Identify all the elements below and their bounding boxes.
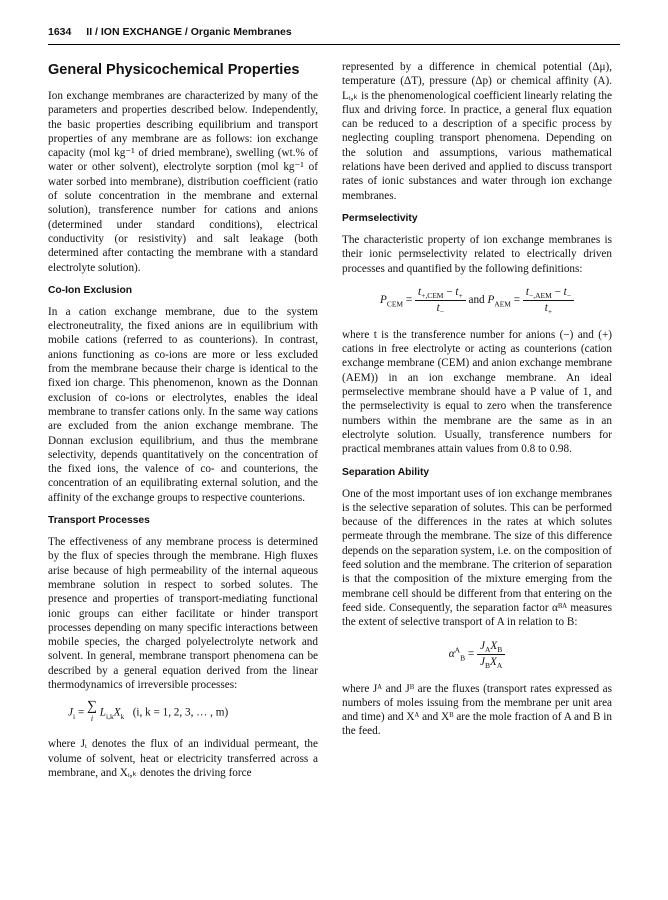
- transport-paragraph: The effectiveness of any membrane process is determined by the flux of species through the membrane. High fluxes arise because of high permeability of the internal aqueous membrane solution in respect to sorbed solutes. The presence and properties of transport-mediating functional ionic groups can either facilitate or hinder transport processes depending on many specific interactions between mobile species, the charged polyelectrolyte network and solvent. In general, membrane transport phenomena can be described by a general equation derived from the linear thermodynamics of irreversible processes:: [48, 536, 318, 691]
- permselectivity-equation: $P_{CEM}$ = $\frac{t_{+,CEM} - t_+}{t_-}$ and $P_{AEM}$ = $\frac{t_{-,AEM} - t_-}{t_+}$: [342, 285, 612, 316]
- flux-equation: $J_i$ = ∑ i $L_{i,k}X_k$ (i, k = 1, 2, 3, … , m): [68, 699, 229, 724]
- heading-co-ion-exclusion: Co-Ion Exclusion: [48, 284, 133, 296]
- header-rule: [48, 44, 620, 45]
- running-header: [48, 26, 620, 44]
- separation-factor-fraction: $\frac{J_AX_B}{J_BX_A}$: [477, 639, 505, 670]
- heading-transport-processes: Transport Processes: [48, 515, 150, 527]
- page-number: 1634: [48, 26, 72, 38]
- heading-separation-ability: Separation Ability: [342, 466, 430, 478]
- section-title: General Physicochemical Properties: [48, 62, 300, 78]
- summation-symbol: ∑ i: [86, 699, 97, 724]
- flux-equation-indices: (i, k = 1, 2, 3, … , m): [132, 706, 229, 719]
- flux-definition-paragraph: where Jᵢ denotes the flux of an individual permeant, the volume of solvent, heat or electricity transferred across a membrane, and Xᵢ,ₖ denotes the driving force: [48, 738, 318, 779]
- running-title: II / ION EXCHANGE / Organic Membranes: [86, 26, 292, 38]
- transference-paragraph: where t is the transference number for anions (−) and (+) cations in free electrolyte or acting as counterions (cation exchange membrane (CEM) and anion exchange membrane (AEM)) in an ion exchange membrane. An ideal permselective membrane should have a P value of 1, and the permselectivity is equal to zero when the transference numbers within the membrane are the same as in an electrolyte solution. Usually, transference numbers for practical membranes attain values from 0.8 to 0.98.: [342, 328, 612, 456]
- right-column: [342, 60, 612, 748]
- permselectivity-paragraph: The characteristic property of ion exchange membranes is their ionic permselectivity related to electrically driven processes and quantified by the following definitions:: [342, 233, 612, 275]
- flux-fraction-paragraph: where Jᴬ and Jᴮ are the fluxes (transport rates expressed as numbers of moles issuing from the membrane per unit area and time) and Xᴬ and Xᴮ are the mole fraction of A and B in the feed.: [342, 682, 612, 738]
- separation-factor-equation: $\alpha^A_B$ = $\frac{J_AX_B}{J_BX_A}$: [342, 639, 612, 670]
- equation-and: and: [468, 293, 485, 306]
- p-aem-fraction: $\frac{t_{-,AEM} - t_-}{t_+}$: [523, 285, 574, 316]
- heading-permselectivity: Permselectivity: [342, 212, 418, 224]
- driving-force-paragraph: represented by a difference in chemical potential (Δμ), temperature (ΔT), pressure (Δp) or chemical affinity (A). Lᵢ,ₖ is the phenomenological coefficient linearly relating the flux and driving force. In practice, a general flux equation can be reduced to a description of a specific process by neglecting coupling transport phenomena. Depending on the solution and assumptions, various mathematical relations have been derived and applied to discuss transport rates of ionic substances and water through ion exchange membranes.: [342, 61, 612, 202]
- left-column: [48, 60, 318, 789]
- p-cem-fraction: $\frac{t_{+,CEM} - t_+}{t_-}$: [415, 285, 466, 316]
- intro-paragraph: Ion exchange membranes are characterized by many of the parameters and properties described below. Independently, the basic properties describing equilibrium and transport properties of any membrane are as follows: ion exchange capacity (mol kg⁻¹ of dried membrane), swelling (wt.% of water or other solvent), electrolyte sorption (mol kg⁻¹ of water sorbed into membrane), distribution coefficient (ratio of solute concentration in the membrane and external solution), transference number for cations and anions (determined under standard conditions), electrical conductivity (or resistivity) and salt leakage (both determined after contacting the membrane with a standard electrolyte solution).: [48, 90, 318, 274]
- co-ion-paragraph: In a cation exchange membrane, due to the system electroneutrality, the fixed anions are in equilibrium with mobile cations (referred to as counterions). In contrast, anions functioning as co-ions are more or less excluded from the membrane because their charge is identical to the fixed ion charge. This phenomenon, known as the Donnan exclusion of co-ions or electrolytes, enables the ideal membrane to transfer cations only. In the same way cations are excluded from the anion exchange membrane. The Donnan exclusion equilibrium, and thus the membrane selectivity, depends quantitatively on the concentration of the fixed ions, the valence of co- and counterions, the concentration of an equilibrating external solution, and the affinity of the exchange groups to respective counterions.: [48, 305, 318, 504]
- separation-paragraph: One of the most important uses of ion exchange membranes is the selective separation of solutes. This can be performed because of the differences in the rates at which solutes permeate through the membrane. The size of this difference depends on the separation system, i.e. on the composition of feed solution and the membrane. The criterion of separation is that the composition of the mixture emerging from the membrane cell should be different from that entering on the feed side. Consequently, the separation factor αᴮᴬ measures the extent of selective transport of A in relation to B:: [342, 487, 612, 629]
